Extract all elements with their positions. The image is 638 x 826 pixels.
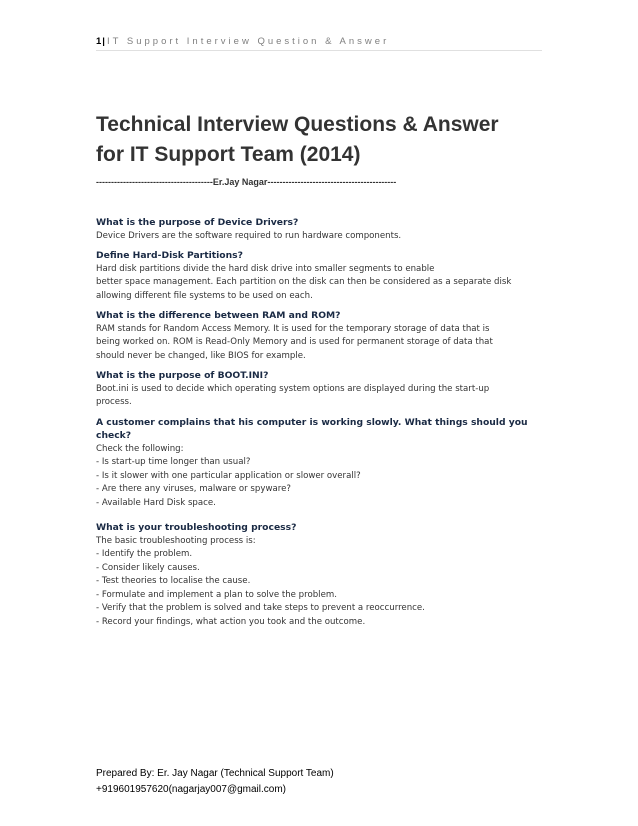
answer-line: Hard disk partitions divide the hard disk drive into smaller segments to enable [96,263,435,274]
title-line-1: Technical Interview Questions & Answer [96,113,499,136]
answer [96,230,542,244]
answer-line: should never be changed, like BIOS for example. [96,350,306,361]
qa-item [96,216,542,243]
running-title: IT Support Interview Question & Answer [106,36,390,47]
qa-list [96,216,542,635]
header-divider [96,50,542,51]
answer-line: RAM stands for Random Access Memory. It is used for the temporary storage of data that is [96,323,490,334]
document-title [96,110,546,170]
question: Define Hard-Disk Partitions? [96,250,243,261]
answer-line: - Are there any viruses, malware or spyware? [96,484,291,494]
answer-line: process. [96,397,132,407]
answer [96,535,542,630]
qa-item [96,416,542,511]
page-number: 1 [96,36,102,47]
answer [96,263,542,304]
author-line: ---------------------------------------Er.Jay Nagar------------------------------------------- [96,177,397,187]
answer-line: - Consider likely causes. [96,562,200,573]
footer-contact: +919601957620(nagarjay007@gmail.com) [96,784,286,795]
answer-line: - Is start-up time longer than usual? [96,457,251,467]
footer-preparer: Prepared By: Er. Jay Nagar (Technical Support Team) [96,768,334,779]
qa-item [96,369,542,410]
answer-line: Boot.ini is used to decide which operating system options are displayed during the start-up [96,383,490,394]
answer-line: being worked on. ROM is Read-Only Memory and is used for permanent storage of data that [96,337,493,347]
answer-line: - Record your findings, what action you took and the outcome. [96,616,366,627]
answer-line: Device Drivers are the software required to run hardware components. [96,230,402,241]
answer-line: allowing different file systems to be used on each. [96,290,313,301]
question: What is the difference between RAM and ROM? [96,310,341,321]
question: What is your troubleshooting process? [96,522,297,533]
answer [96,443,542,511]
header-separator: | [102,36,105,47]
qa-item [96,521,542,629]
question: A customer complains that his computer is working slowly. What things should you check? [96,416,528,441]
answer-line: - Identify the problem. [96,549,193,559]
page-footer [96,766,334,798]
answer-line: Check the following: [96,443,184,454]
answer-line: - Available Hard Disk space. [96,497,216,508]
answer-line: - Verify that the problem is solved and take steps to prevent a reoccurrence. [96,603,425,613]
title-line-2: for IT Support Team (2014) [96,143,361,166]
answer-line: - Is it slower with one particular application or slower overall? [96,470,361,481]
answer-line: The basic troubleshooting process is: [96,535,256,546]
qa-item [96,309,542,363]
question: What is the purpose of Device Drivers? [96,217,299,228]
page-header [96,36,542,47]
qa-item [96,249,542,303]
answer-line: - Formulate and implement a plan to solve the problem. [96,589,337,600]
question: What is the purpose of BOOT.INI? [96,370,269,381]
answer-line: better space management. Each partition on the disk can then be considered as a separate disk [96,277,512,287]
answer [96,323,542,364]
answer [96,383,542,410]
answer-line: - Test theories to localise the cause. [96,576,251,586]
